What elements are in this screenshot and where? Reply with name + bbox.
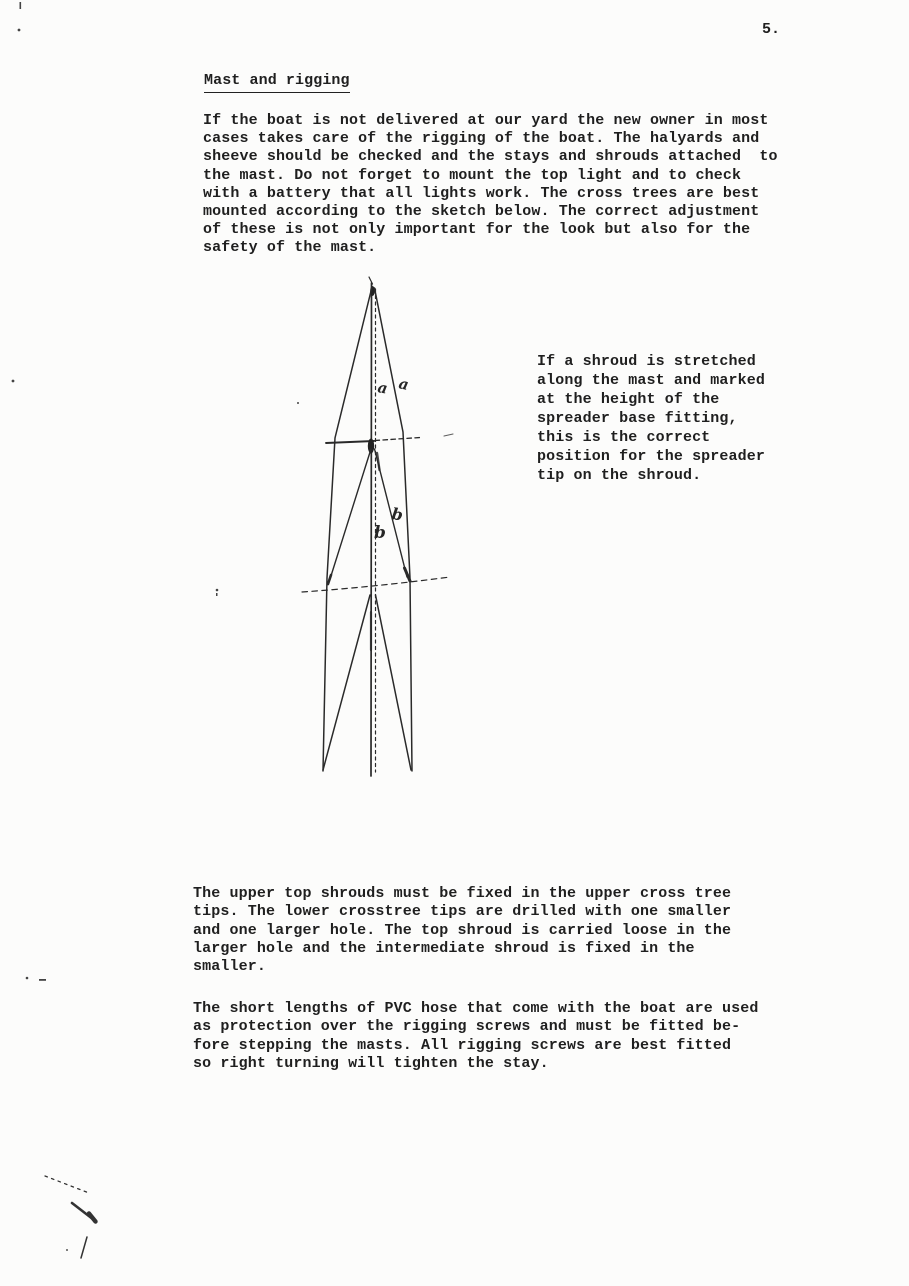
text-line: The short lengths of PVC hose that come with the boat are used — [193, 1000, 759, 1017]
text-line: If the boat is not delivered at our yard the new owner in most — [203, 112, 769, 129]
side-note-paragraph — [537, 352, 765, 485]
text-line: of these is not only important for the look but also for the — [203, 221, 751, 239]
text-line: and one larger hole. The top shroud is carried loose in the — [193, 921, 732, 939]
sketch-lines — [302, 277, 453, 776]
section-heading: Mast and rigging — [204, 72, 350, 93]
text-line: sheeve should be checked and the stays and shrouds attached to — [203, 148, 778, 166]
intro-paragraph — [203, 112, 778, 258]
text-line: the mast. Do not forget to mount the top light and to check — [203, 166, 742, 184]
text-line: fore stepping the masts. All rigging screws are best fitted — [193, 1036, 732, 1054]
text-line: larger hole and the intermediate shroud is fixed in the — [193, 939, 695, 957]
text-line: safety of the mast. — [203, 239, 377, 257]
sketch-label-a-mast: a — [376, 378, 390, 398]
text-line: The upper top shrouds must be fixed in the upper cross tree — [193, 885, 732, 902]
text-line: at the height of the — [537, 391, 720, 408]
pvc-hose-paragraph — [193, 1000, 759, 1073]
text-line: with a battery that all lights work. The cross trees are best — [203, 184, 760, 202]
text-line: smaller. — [193, 958, 266, 976]
text-line: along the mast and marked — [537, 372, 766, 389]
sketch-labels — [374, 374, 410, 543]
text-line: as protection over the rigging screws and must be fitted be- — [193, 1018, 741, 1036]
text-line: mounted according to the sketch below. The correct adjustment — [203, 203, 760, 221]
text-line: position for the spreader — [537, 448, 766, 465]
text-line: so right turning will tighten the stay. — [193, 1054, 549, 1072]
sketch-label-b-mast: b — [374, 523, 386, 543]
crosstree-paragraph — [193, 885, 731, 976]
text-line: tip on the shroud. — [537, 467, 702, 484]
sketch-label-a-shroud: a — [397, 374, 411, 394]
text-line: this is the correct — [537, 429, 711, 446]
page-number: 5. — [762, 21, 781, 38]
text-line: cases takes care of the rigging of the boat. The halyards and — [203, 130, 760, 148]
text-line: spreader base fitting, — [537, 410, 738, 427]
text-line: If a shroud is stretched — [537, 353, 756, 370]
pen-scribble — [45, 1176, 96, 1258]
text-line: tips. The lower crosstree tips are drilled with one smaller — [193, 903, 732, 921]
sketch-label-b-shroud: b — [390, 504, 405, 525]
